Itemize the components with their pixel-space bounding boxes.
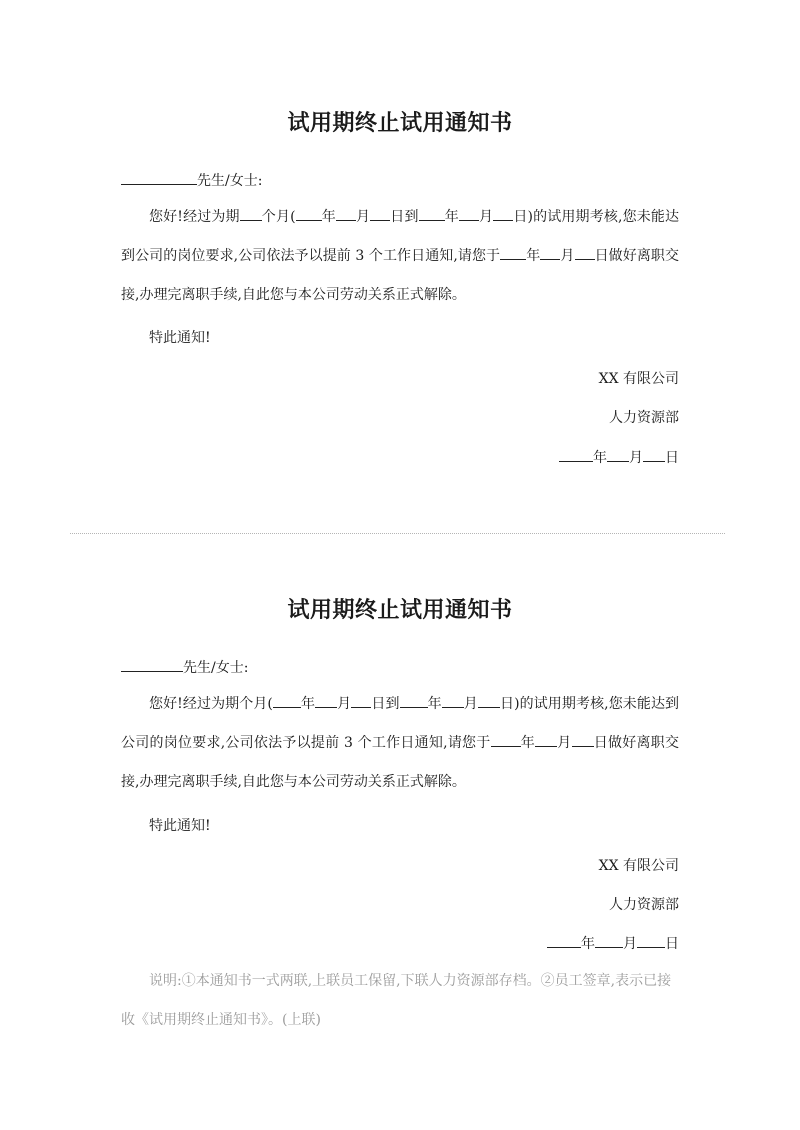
salutation-row	[121, 170, 679, 190]
department-name: 人力资源部	[609, 897, 679, 913]
cut-line	[70, 533, 725, 534]
blank	[575, 245, 595, 260]
blank	[535, 732, 557, 747]
body-paragraph: 您好!经过为期个月( 年 月 日到 年 月 日)的试用期考核,您未能达到公司的岗位要求,公司依法予以提前 3 个工作日通知,请您于 年 月 日做好离职交接,办理完离职手续,自此您与本公司劳动关系正式解除。	[121, 685, 679, 802]
blank	[459, 206, 479, 221]
blank	[296, 206, 322, 221]
blank	[500, 245, 526, 260]
closing-row	[121, 815, 679, 835]
notice-body	[121, 198, 679, 315]
name-blank	[121, 170, 197, 185]
blank	[351, 693, 371, 708]
date-line: 年 月 日	[121, 933, 679, 953]
closing: 特此通知!	[149, 818, 211, 834]
blank	[315, 693, 337, 708]
blank	[491, 732, 521, 747]
company-name: XX 有限公司	[598, 371, 679, 387]
notice-body	[121, 685, 679, 802]
department-name: 人力资源部	[609, 410, 679, 426]
closing: 特此通知!	[149, 330, 211, 346]
blank	[400, 693, 428, 708]
notice-2	[121, 593, 679, 624]
blank	[478, 693, 500, 708]
salutation: 先生/女士:	[197, 173, 263, 189]
blank	[273, 693, 301, 708]
department-row	[121, 894, 679, 914]
blank	[540, 245, 560, 260]
company-row	[121, 855, 679, 875]
note-row	[121, 962, 679, 1040]
salutation-row	[121, 657, 679, 677]
blank	[572, 732, 594, 747]
blank	[370, 206, 390, 221]
date-line: 年 月 日	[121, 447, 679, 467]
blank	[643, 447, 665, 462]
company-row	[121, 368, 679, 388]
body-paragraph: 您好!经过为期 个月( 年 月 日到 年 月 日)的试用期考核,您未能达到公司的岗位要求,公司依法予以提前 3 个工作日通知,请您于 年 月 日做好离职交接,办理完离职手续,自此您与本公司劳动关系正式解除。	[121, 198, 679, 315]
notice-title: 试用期终止试用通知书	[287, 598, 513, 623]
blank	[419, 206, 445, 221]
department-row	[121, 407, 679, 427]
blank	[493, 206, 513, 221]
blank	[559, 447, 593, 462]
closing-row	[121, 327, 679, 347]
blank	[637, 933, 665, 948]
name-blank	[121, 657, 183, 672]
months-blank	[240, 206, 262, 221]
blank	[547, 933, 581, 948]
blank	[607, 447, 629, 462]
notice-title: 试用期终止试用通知书	[287, 111, 513, 136]
blank	[442, 693, 464, 708]
company-name: XX 有限公司	[598, 858, 679, 874]
blank	[336, 206, 356, 221]
note-text: 说明:①本通知书一式两联,上联员工保留,下联人力资源部存档。②员工签章,表示已接收《试用期终止通知书》。(上联)	[121, 973, 672, 1028]
date-row	[121, 447, 679, 467]
blank	[595, 933, 623, 948]
salutation: 先生/女士:	[183, 660, 249, 676]
notice-1	[121, 106, 679, 137]
date-row	[121, 933, 679, 953]
